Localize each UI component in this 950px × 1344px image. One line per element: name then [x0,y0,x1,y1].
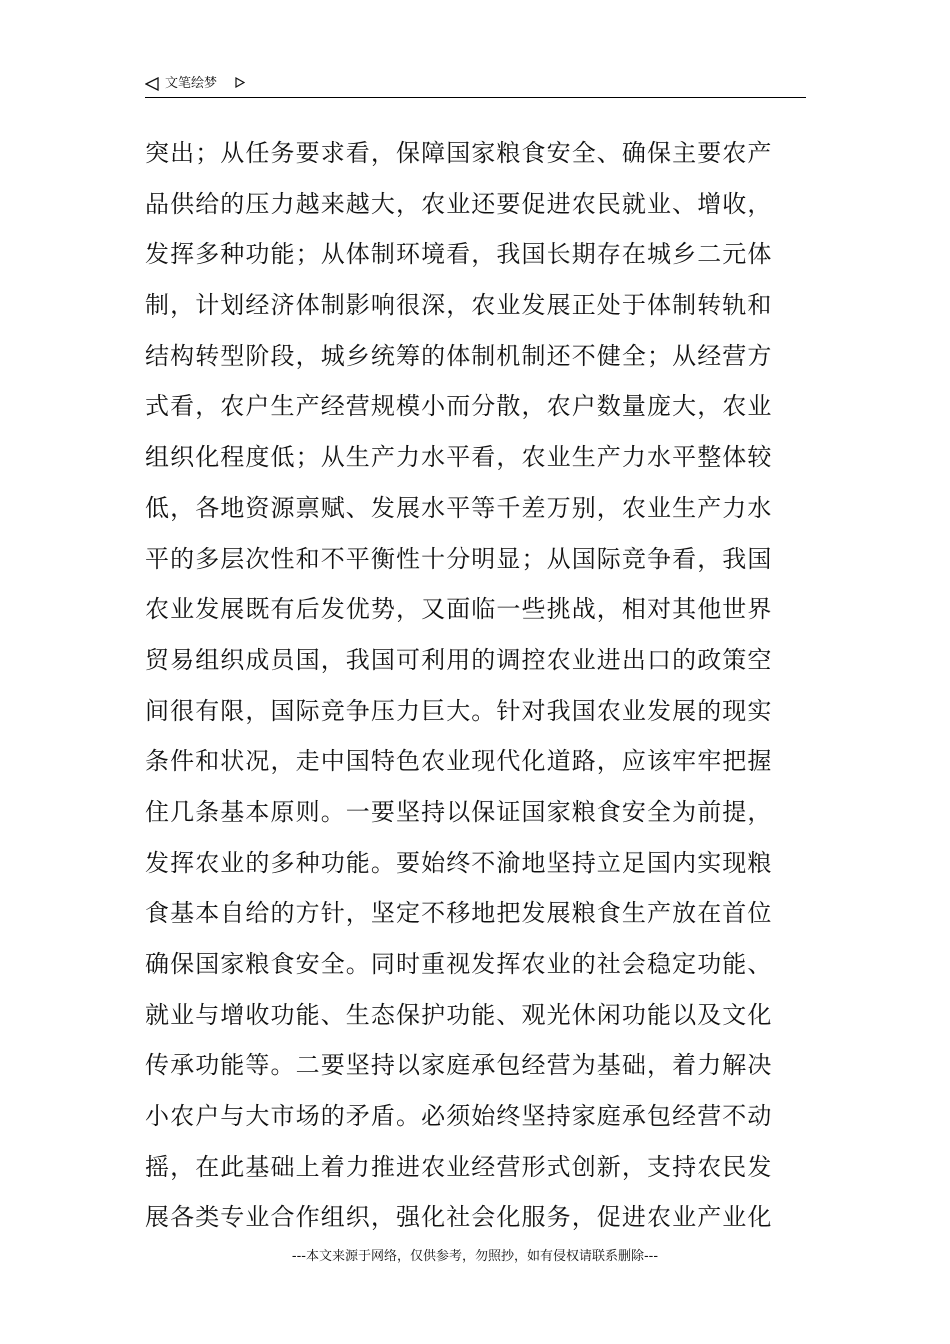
text-line: 食基本自给的方针，坚定不移地把发展粮食生产放在首位 [145,899,773,928]
text-line: 制，计划经济体制影响很深，农业发展正处于体制转轨和 [145,291,773,320]
text-line: 式看，农户生产经营规模小而分散，农户数量庞大，农业 [145,392,773,421]
body-paragraph [145,128,810,1243]
header-brand: 文笔绘梦 [165,76,218,91]
triangle-right-icon [235,77,245,88]
text-line: 贸易组织成员国，我国可利用的调控农业进出口的政策空 [145,645,773,674]
text-line: 组织化程度低；从生产力水平看，农业生产力水平整体较 [145,443,773,472]
text-line: 间很有限，国际竞争压力巨大。针对我国农业发展的现实 [145,696,773,725]
text-line: 就业与增收功能、生态保护功能、观光休闲功能以及文化 [145,1000,773,1029]
text-line: 住几条基本原则。一要坚持以保证国家粮食安全为前提， [145,797,773,826]
text-line: 低，各地资源禀赋、发展水平等千差万别，农业生产力水 [145,493,773,522]
text-line: 突出；从任务要求看，保障国家粮食安全、确保主要农产 [145,139,773,167]
text-line: 展各类专业合作组织，强化社会化服务，促进农业产业化 [145,1203,773,1232]
text-line: 小农户与大市场的矛盾。必须始终坚持家庭承包经营不动 [145,1102,773,1131]
text-line: 结构转型阶段，城乡统筹的体制机制还不健全；从经营方 [145,341,773,370]
text-line: 平的多层次性和不平衡性十分明显；从国际竞争看，我国 [145,544,773,573]
triangle-left-icon [145,77,159,91]
page-footer-notice: ---本文来源于网络，仅供参考，勿照抄，如有侵权请联系删除--- [291,1249,659,1264]
text-line: 摇，在此基础上着力推进农业经营形式创新，支持农民发 [145,1152,773,1181]
text-line: 传承功能等。二要坚持以家庭承包经营为基础，着力解决 [145,1051,773,1080]
text-line: 确保国家粮食安全。同时重视发挥农业的社会稳定功能、 [145,950,773,978]
text-line: 农业发展既有后发优势，又面临一些挑战，相对其他世界 [145,595,773,624]
text-line: 发挥农业的多种功能。要始终不渝地坚持立足国内实现粮 [145,848,773,877]
page-header [145,70,806,98]
text-line: 条件和状况，走中国特色农业现代化道路，应该牢牢把握 [145,747,773,776]
text-line: 品供给的压力越来越大，农业还要促进农民就业、增收， [145,189,773,218]
text-line: 发挥多种功能；从体制环境看，我国长期存在城乡二元体 [145,240,773,269]
